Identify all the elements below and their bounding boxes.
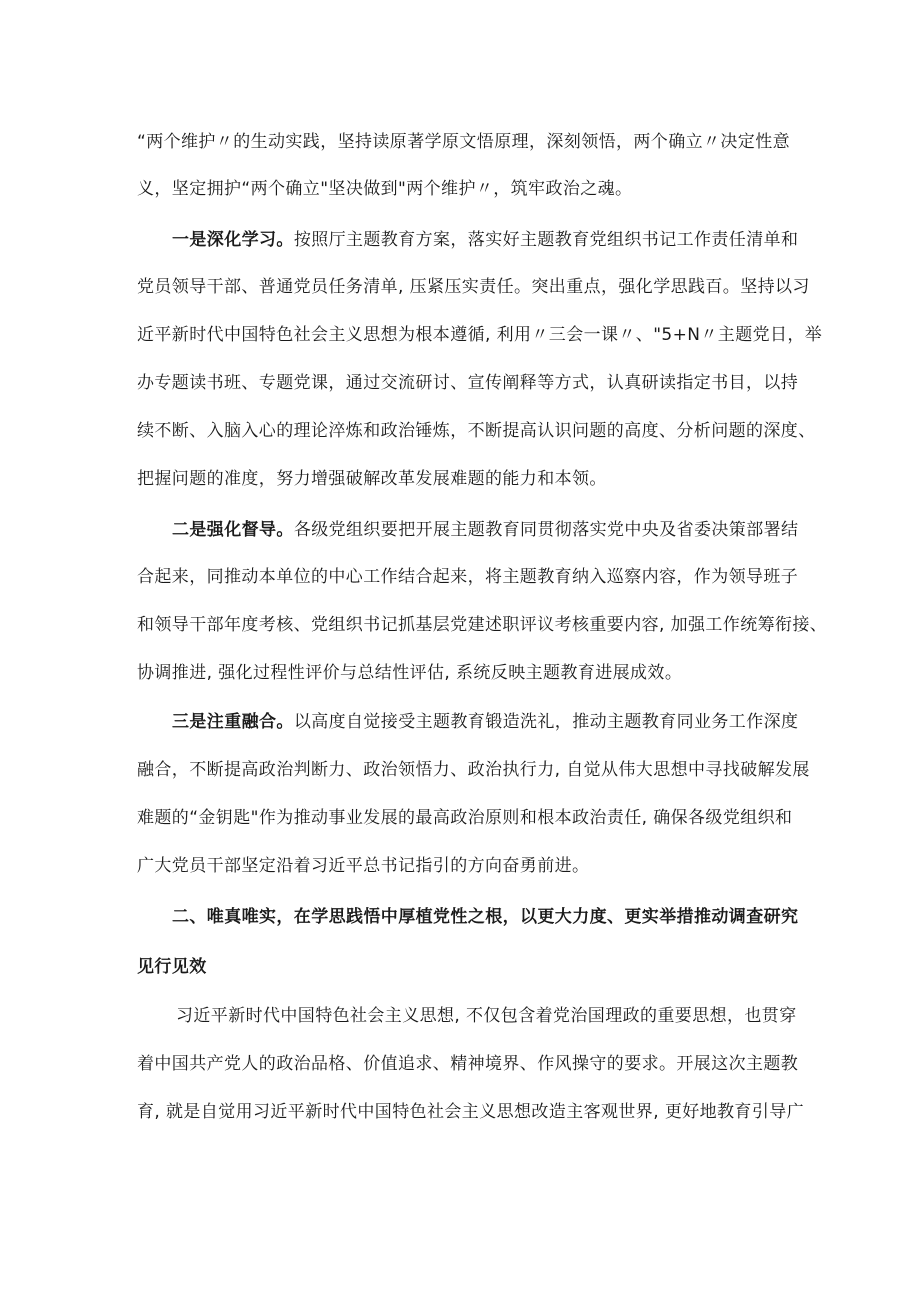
para3-lead: 三是注重融合。 bbox=[172, 712, 294, 732]
para3-first-line bbox=[172, 710, 797, 734]
para2-line-2: 合起来，同推动本单位的中心工作结合起来，将主题教育纳入巡察内容，作为领导班子 bbox=[137, 567, 799, 587]
section-heading-line-2: 见行见效 bbox=[137, 957, 207, 977]
section-heading-line-1: 二、唯真唯实，在学思践悟中厚植党性之根，以更大力度、更实举措推动调查研究 bbox=[172, 907, 799, 927]
para4-line-1: 习近平新时代中国特色社会主义思想, 不仅包含着党治国理政的重要思想，也贯穿 bbox=[176, 1006, 797, 1026]
para3-line-3: 难题的“金钥匙"作为推动事业发展的最高政治原则和根本政治责任, 确保各级党组织和 bbox=[137, 808, 793, 828]
para1-line-2: 党员领导干部、普通党员任务清单, 压紧压实责任。突出重点，强化学思践百。坚持以习 bbox=[137, 277, 810, 297]
para1-first-line bbox=[172, 228, 797, 252]
para1-line-4: 办专题读书班、专题党课，通过交流研讨、宣传阐释等方式，认真研读指定书目，以持 bbox=[137, 373, 799, 393]
para0-line-2: 义，坚定拥护“两个确立"坚决做到"两个维护〃，筑牢政治之魂。 bbox=[137, 179, 633, 199]
para4-line-3: 育, 就是自觉用习近平新时代中国特色社会主义思想改造主客观世界, 更好地教育引导广 bbox=[137, 1102, 805, 1122]
para1-first-rest: 按照厅主题教育方案，落实好主题教育党组织书记工作责任清单和 bbox=[293, 230, 799, 250]
para2-line-4: 协调推进, 强化过程性评价与总结性评估, 系统反映主题教育进展成效。 bbox=[137, 663, 683, 683]
para2-lead: 二是强化督导。 bbox=[172, 520, 294, 540]
para3-first-rest: 以高度自觉接受主题教育锻造洗礼，推动主题教育同业务工作深度 bbox=[293, 712, 799, 732]
para4-line-2: 着中国共产党人的政治品格、价值追求、精神境界、作风操守的要求。开展这次主题教 bbox=[137, 1054, 799, 1074]
para2-first-line bbox=[172, 518, 797, 542]
para1-line-5: 续不断、入脑入心的理论淬炼和政治锤炼，不断提高认识问题的高度、分析问题的深度、 bbox=[137, 421, 816, 441]
para3-line-4: 广大党员干部坚定沿着习近平总书记指引的方向奋勇前进。 bbox=[137, 856, 590, 876]
para0-line-1: “两个维护〃的生动实践，坚持读原著学原文悟原理，深刻领悟，两个确立〃决定性意 bbox=[137, 132, 791, 152]
para3-line-2: 融合，不断提高政治判断力、政治领悟力、政治执行力, 自觉从伟大思想中寻找破解发展 bbox=[137, 760, 810, 780]
para2-line-3: 和领导干部年度考核、党组织书记抓基层党建述职评议考核重要内容, 加强工作统筹衔接、 bbox=[137, 615, 828, 635]
para1-lead: 一是深化学习。 bbox=[172, 230, 294, 250]
para1-line-6: 把握问题的准度，努力增强破解改革发展难题的能力和本领。 bbox=[137, 469, 607, 489]
para2-first-rest: 各级党组织要把开展主题教育同贯彻落实党中央及省委决策部署结 bbox=[293, 520, 799, 540]
para1-line-3: 近平新时代中国特色社会主义思想为根本遵循, 利用〃三会一课〃、"5+N〃主题党日，举 bbox=[137, 325, 823, 345]
